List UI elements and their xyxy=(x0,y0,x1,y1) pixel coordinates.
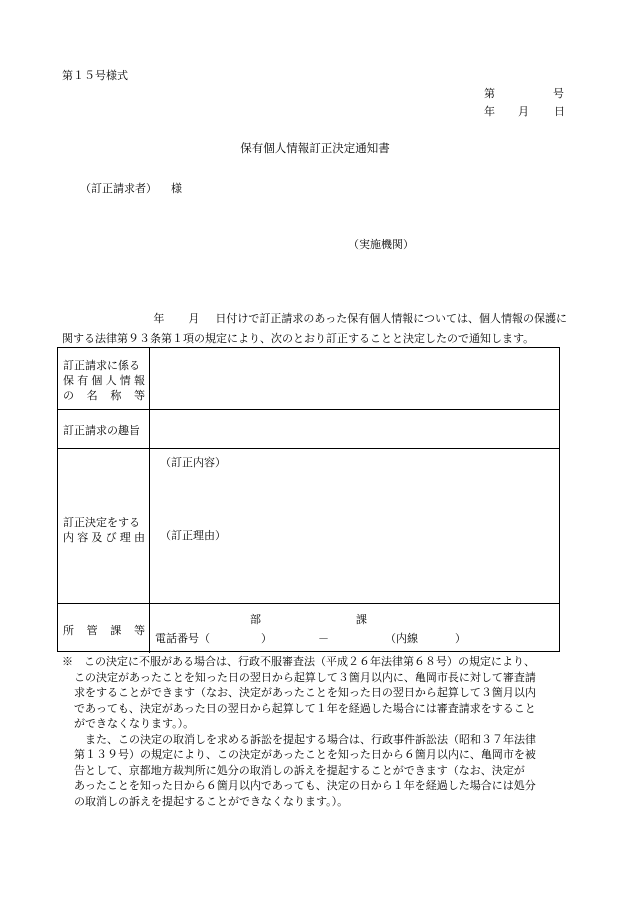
row-label-line xyxy=(63,529,145,545)
department-label: 部 xyxy=(250,613,261,626)
row-label-line xyxy=(63,622,145,638)
label-char: 人 xyxy=(105,374,117,387)
table-row-department xyxy=(58,604,559,653)
table-row-request-purpose xyxy=(58,410,559,449)
table-row-info-name xyxy=(58,348,559,410)
label-char: の xyxy=(63,389,74,402)
extension-label: （内線 xyxy=(385,632,418,645)
notice-line: ができなくなります。）。 xyxy=(74,717,195,730)
row-label-info-name xyxy=(58,348,150,409)
request-purpose-field[interactable] xyxy=(150,410,559,448)
notice-line: 求をすることができます（なお、決定があったことを知った日の翌日から起算して３箇月以内 xyxy=(74,686,536,699)
body-month-label: 月 xyxy=(188,312,200,325)
extension-close: ） xyxy=(455,632,466,645)
recipient xyxy=(80,180,182,196)
department-field[interactable] xyxy=(150,604,559,653)
section-label: 課 xyxy=(356,613,367,626)
label-char: 等 xyxy=(133,389,145,402)
row-label-request-purpose xyxy=(58,410,150,448)
issuing-agency: （実施機関） xyxy=(348,238,414,251)
phone-close: ） xyxy=(261,632,272,645)
page-title: 保有個人情報訂正決定通知書 xyxy=(240,141,390,155)
notice-line: 告として、京都地方裁判所に処分の取消しの訴えを提起することができます（なお、決定が xyxy=(74,763,525,777)
notice-line: あったことを知った日から６箇月以内であっても、決定の日から１年を経過した場合には処分 xyxy=(74,779,536,792)
label-char: 名 xyxy=(86,389,98,402)
row-label-line: 訂正決定をする xyxy=(63,516,140,529)
label-char: 称 xyxy=(110,389,122,402)
row-label-line: 訂正請求に係る xyxy=(63,359,140,372)
document-number-suffix: 号 xyxy=(553,87,564,100)
row-label-line xyxy=(63,387,145,403)
row-label-line: 訂正請求の趣旨 xyxy=(63,424,140,437)
document-number-prefix: 第 xyxy=(484,87,495,100)
label-char: 所 xyxy=(63,624,74,637)
notice-body-line-1 xyxy=(62,309,567,329)
notice-line: また、この決定の取消しを求める訴訟を提起する場合は、行政事件訴訟法（昭和３７年法律 xyxy=(74,732,536,746)
label-char: び xyxy=(105,531,117,544)
decision-details-field[interactable] xyxy=(150,449,559,603)
notice-line: 第１３９号）の規定により、この決定があったことを知った日から６箇月以内に、亀岡市を被 xyxy=(74,748,536,761)
correction-content-label: （訂正内容） xyxy=(160,456,226,469)
decision-table xyxy=(57,347,560,652)
label-char: 及 xyxy=(91,531,103,544)
label-char: 情 xyxy=(119,374,131,387)
notice-line: であっても、決定があった日の翌日から起算して１年を経過した場合には審査請求をすること xyxy=(74,701,536,715)
notice-line: この決定があったことを知った日の翌日から起算して３箇月以内に、亀岡市長に対して審査請 xyxy=(74,670,536,684)
form-number: 第１５号様式 xyxy=(62,69,128,82)
label-char: 由 xyxy=(133,531,145,544)
phone-label: 電話番号（ xyxy=(155,632,210,645)
appeal-notice xyxy=(62,654,567,809)
correction-reason-label: （訂正理由） xyxy=(160,529,226,542)
body-line-1-text: 日付けで訂正請求のあった保有個人情報については、個人情報の保護に xyxy=(215,312,567,325)
label-char: 管 xyxy=(86,624,98,637)
recipient-honorific: 様 xyxy=(171,182,182,195)
label-char: 報 xyxy=(133,374,145,387)
row-label-department xyxy=(58,604,150,653)
notice-body-line-2: 関する法律第９３条第１項の規定により、次のとおり訂正することと決定したので通知します。 xyxy=(62,332,535,345)
label-char: 有 xyxy=(77,374,89,387)
label-char: 容 xyxy=(77,531,89,544)
notice-body xyxy=(62,309,567,349)
label-char: 等 xyxy=(133,624,145,637)
info-name-field[interactable] xyxy=(150,348,559,409)
label-char: 個 xyxy=(91,374,103,387)
notice-line: ※ この決定に不服がある場合は、行政不服審査法（平成２６年法律第６８号）の規定により、 xyxy=(62,655,535,668)
date-month-label: 月 xyxy=(518,105,529,118)
label-char: 課 xyxy=(110,624,122,637)
table-row-decision-details xyxy=(58,449,559,604)
label-char: 理 xyxy=(119,531,131,544)
label-char: 内 xyxy=(63,531,74,544)
row-label-decision-details xyxy=(58,449,150,603)
body-year-label: 年 xyxy=(153,312,165,325)
label-char: 保 xyxy=(63,374,74,387)
phone-dash: － xyxy=(318,632,329,645)
recipient-name-placeholder: （訂正請求者） xyxy=(80,182,157,195)
date-year-label: 年 xyxy=(484,105,495,118)
row-label-line xyxy=(63,372,145,388)
date-day-label: 日 xyxy=(554,105,565,118)
notice-line: の取消しの訴えを提起することができなくなります。）。 xyxy=(74,794,349,808)
